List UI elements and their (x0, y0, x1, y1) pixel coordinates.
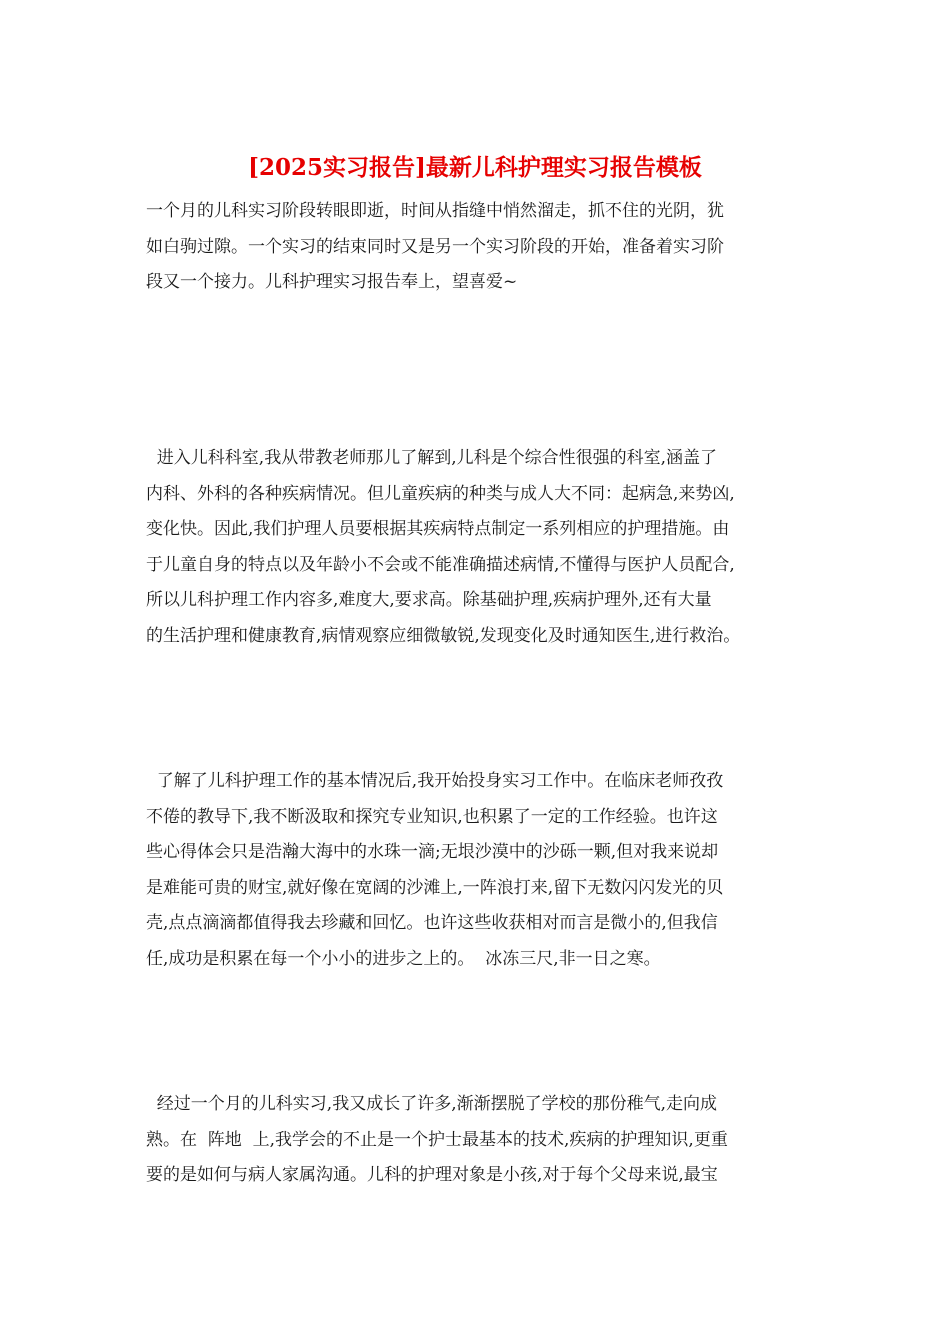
text-line: 些心得体会只是浩瀚大海中的水珠一滴;无垠沙漠中的沙砾一颗,但对我来说却 (146, 842, 719, 862)
text-line: 不倦的教导下,我不断汲取和探究专业知识,也积累了一定的工作经验。也许这 (146, 806, 718, 827)
paragraph-2 (146, 441, 740, 654)
text-line: 如白驹过隙。一个实习的结束同时又是另一个实习阶段的开始，准备着实习阶 (146, 236, 724, 257)
text-line: 所以儿科护理工作内容多,难度大,要求高。除基础护理,疾病护理外,还有大量 (146, 590, 712, 610)
text-line: 一个月的儿科实习阶段转眼即逝，时间从指缝中悄然溜走，抓不住的光阴，犹 (146, 201, 724, 221)
text-line: 要的是如何与病人家属沟通。儿科的护理对象是小孩,对于每个父母来说,最宝 (146, 1165, 718, 1185)
text-line: 熟。在 阵地 上,我学会的不止是一个护士最基本的技术,疾病的护理知识,更重 (146, 1129, 728, 1150)
text-line: 变化快。因此,我们护理人员要根据其疾病特点制定一系列相应的护理措施。由 (146, 519, 730, 539)
paragraph-3 (146, 764, 723, 977)
document-title: [2025实习报告]最新儿科护理实习报告模板 (248, 154, 702, 181)
text-line: 了解了儿科护理工作的基本情况后,我开始投身实习工作中。在临床老师孜孜 (146, 771, 724, 791)
text-line: 段又一个接力。儿科护理实习报告奉上，望喜爱~ (146, 272, 518, 292)
text-line: 经过一个月的儿科实习,我又成长了许多,渐渐摆脱了学校的那份稚气,走向成 (146, 1094, 718, 1114)
text-line: 壳,点点滴滴都值得我去珍藏和回忆。也许这些收获相对而言是微小的,但我信 (146, 913, 718, 933)
text-line: 于儿童自身的特点以及年龄小不会或不能准确描述病情,不懂得与医护人员配合, (146, 554, 735, 575)
text-line: 进入儿科科室,我从带教老师那儿了解到,儿科是个综合性很强的科室,涵盖了 (146, 448, 718, 468)
text-line: 内科、外科的各种疾病情况。但儿童疾病的种类与成人大不同：起病急,来势凶, (146, 483, 735, 504)
text-line: 是难能可贵的财宝,就好像在宽阔的沙滩上,一阵浪打来,留下无数闪闪发光的贝 (146, 877, 724, 898)
text-line: 的生活护理和健康教育,病情观察应细微敏锐,发现变化及时通知医生,进行救治。 (146, 625, 741, 646)
paragraph-4 (146, 1087, 728, 1194)
paragraph-intro (146, 194, 724, 301)
text-line: 任,成功是积累在每一个小小的进步之上的。 冰冻三尺,非一日之寒。 (146, 948, 661, 969)
